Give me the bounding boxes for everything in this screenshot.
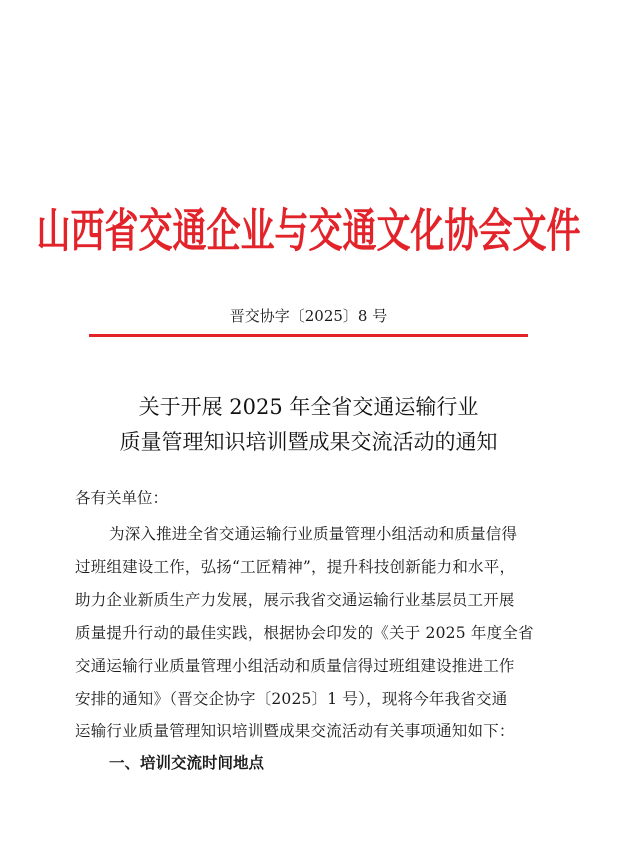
body-line: 安排的通知》（晋交企协字〔2025〕1 号），现将今年我省交通 — [75, 690, 508, 708]
body-line: 交通运输行业质量管理小组活动和质量信得过班组建设推进工作 — [75, 657, 515, 675]
body-line: 运输行业质量管理知识培训暨成果交流活动有关事项通知如下： — [75, 722, 515, 740]
document-title-line-1: 关于开展 2025 年全省交通运输行业 — [138, 395, 479, 419]
body-line: 为深入推进全省交通运输行业质量管理小组活动和质量信得 — [109, 525, 518, 543]
salutation: 各有关单位： — [75, 489, 169, 507]
issuer-header: 山西省交通企业与交通文化协会文件 — [36, 204, 581, 259]
red-divider — [89, 334, 528, 337]
body-line: 助力企业新质生产力发展，展示我省交通运输行业基层员工开展 — [75, 591, 515, 609]
document-title-line-2: 质量管理知识培训暨成果交流活动的通知 — [119, 430, 498, 454]
body-line: 过班组建设工作，弘扬“工匠精神”，提升科技创新能力和水平， — [75, 558, 516, 576]
document-number: 晋交协字〔2025〕8 号 — [229, 307, 388, 325]
body-line: 质量提升行动的最佳实践，根据协会印发的《关于 2025 年度全省 — [75, 624, 534, 642]
section-heading: 一、培训交流时间地点 — [109, 753, 265, 772]
